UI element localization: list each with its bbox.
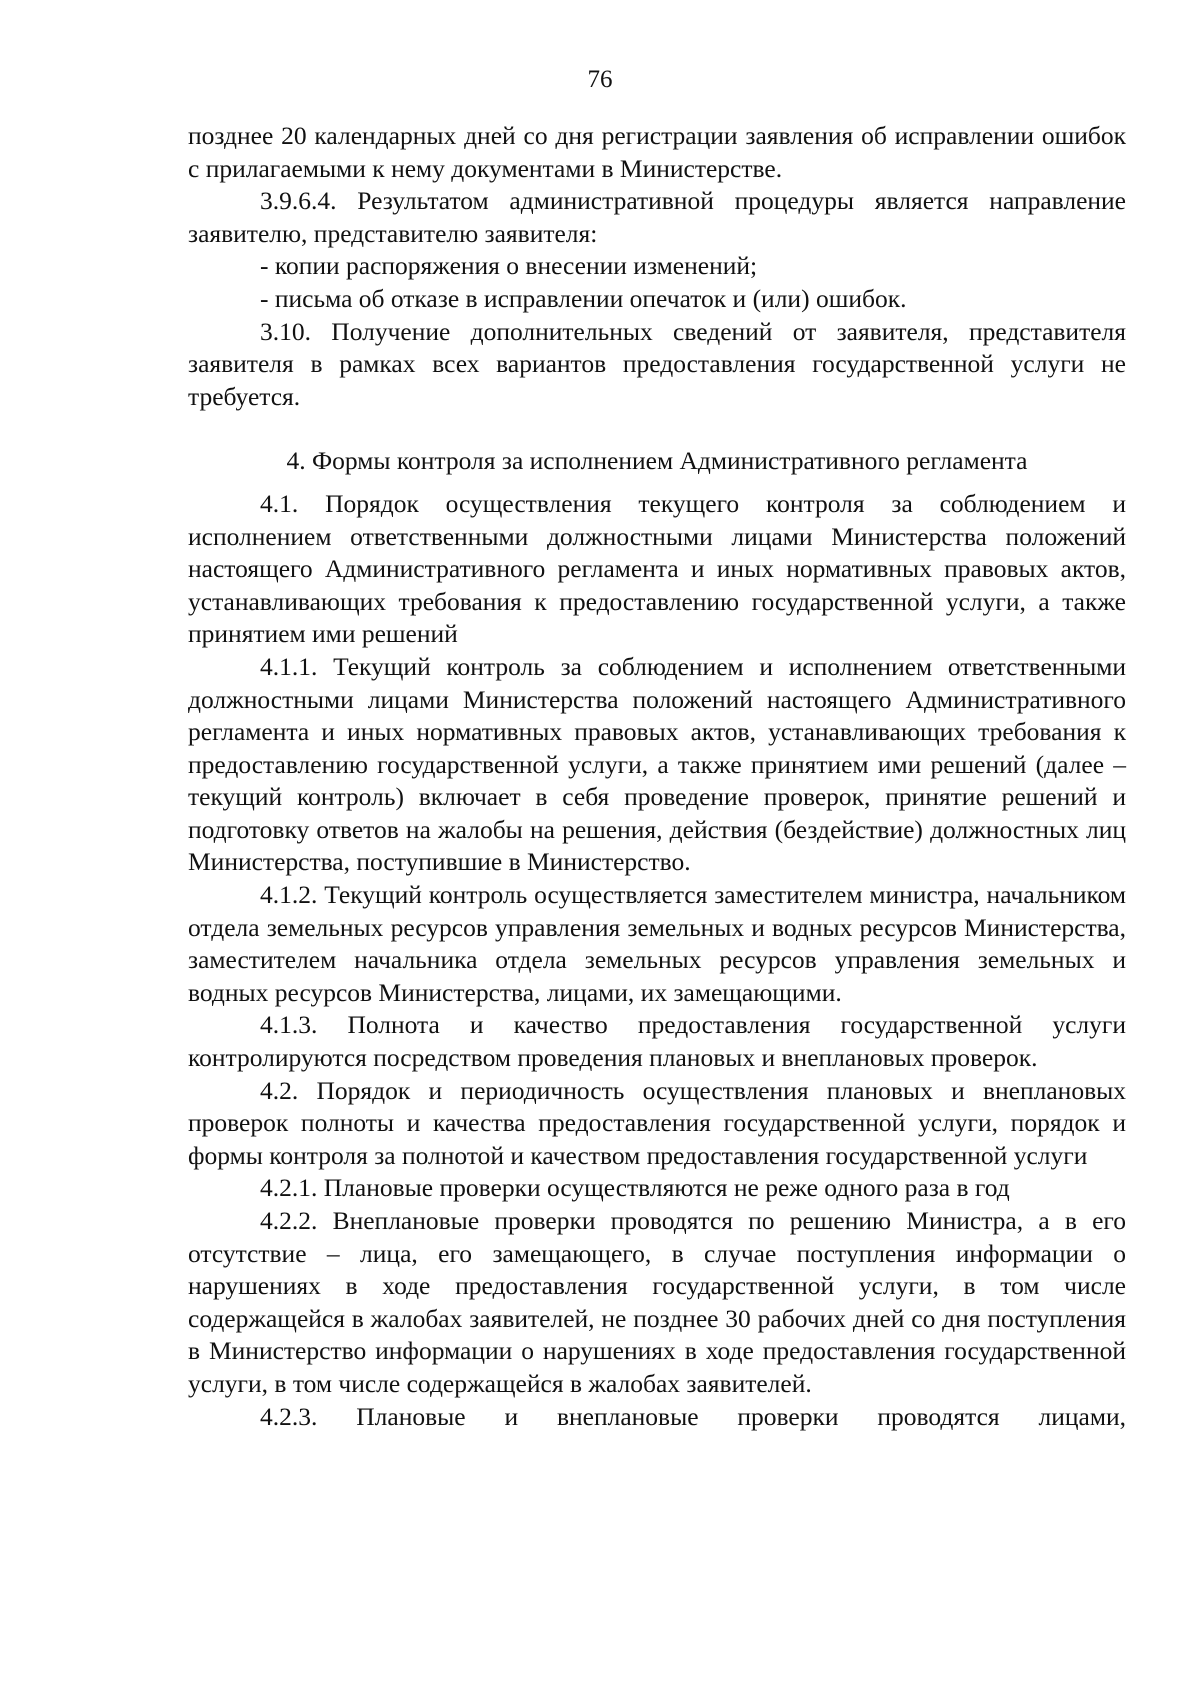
- page-number: 76: [587, 66, 613, 93]
- list-item-copy-order: - копии распоряжения о внесении изменений;: [260, 251, 758, 281]
- paragraph-continuation: позднее 20 календарных дней со дня регистрации заявления об исправлении ошибок с прилагаемыми к нему документами в Министерстве.: [188, 121, 1126, 183]
- paragraph-4-2: 4.2. Порядок и периодичность осуществления плановых и внеплановых проверок полноты и качества предоставления государственной услуги, порядок и формы контроля за полнотой и качеством предоставления государственной услуги: [188, 1075, 1126, 1170]
- paragraph-3-9-6-4: 3.9.6.4. Результатом административной процедуры является направление заявителю, представителю заявителя:: [188, 186, 1126, 248]
- paragraph-3-10: 3.10. Получение дополнительных сведений от заявителя, представителя заявителя в рамках всех вариантов предоставления государственной услуги не требуется.: [188, 316, 1126, 411]
- section-heading-4: 4. Формы контроля за исполнением Административного регламента: [286, 446, 1028, 476]
- paragraph-4-1-3: 4.1.3. Полнота и качество предоставления государственной услуги контролируются посредством проведения плановых и внеплановых проверок.: [188, 1010, 1126, 1073]
- paragraph-4-2-2: 4.2.2. Внеплановые проверки проводятся по решению Министра, а в его отсутствие – лица, его замещающего, в случае поступления информации о нарушениях в ходе предоставления государственной услуги, в том числе содержащейся в жалобах заявителей, не позднее 30 рабочих дней со дня поступления в Министерство информации о нарушениях в ходе предоставления государственной услуги, в том числе содержащейся в жалобах заявителей.: [188, 1206, 1126, 1398]
- paragraph-4-1-2: 4.1.2. Текущий контроль осуществляется заместителем министра, начальником отдела земельных ресурсов управления земельных и водных ресурсов Министерства, заместителем начальника отдела земельных ресурсов управления земельных и водных ресурсов Министерства, лицами, их замещающими.: [188, 880, 1126, 1007]
- paragraph-4-2-1: 4.2.1. Плановые проверки осуществляются не реже одного раза в год: [260, 1173, 1010, 1203]
- document-body: [188, 120, 1126, 1433]
- paragraph-4-1-1: 4.1.1. Текущий контроль за соблюдением и исполнением ответственными должностными лицами Министерства положений настоящего Административного регламента и иных нормативных правовых актов, устанавливающих требования к предоставлению государственной услуги, а также принятием ими решений (далее – текущий контроль) включает в себя проведение проверок, принятие решений и подготовку ответов на жалобы на решения, действия (бездействие) должностных лиц Министерства, поступившие в Министерство.: [188, 651, 1126, 877]
- paragraph-4-1: 4.1. Порядок осуществления текущего контроля за соблюдением и исполнением ответственными должностными лицами Министерства положений настоящего Административного регламента и иных нормативных правовых актов, устанавливающих требования к предоставлению государственной услуги, а также принятием ими решений: [188, 488, 1126, 649]
- paragraph-4-2-3: 4.2.3. Плановые и внеплановые проверки проводятся лицами,: [260, 1401, 1126, 1431]
- list-item-refusal-letter: - письма об отказе в исправлении опечаток и (или) ошибок.: [260, 283, 907, 313]
